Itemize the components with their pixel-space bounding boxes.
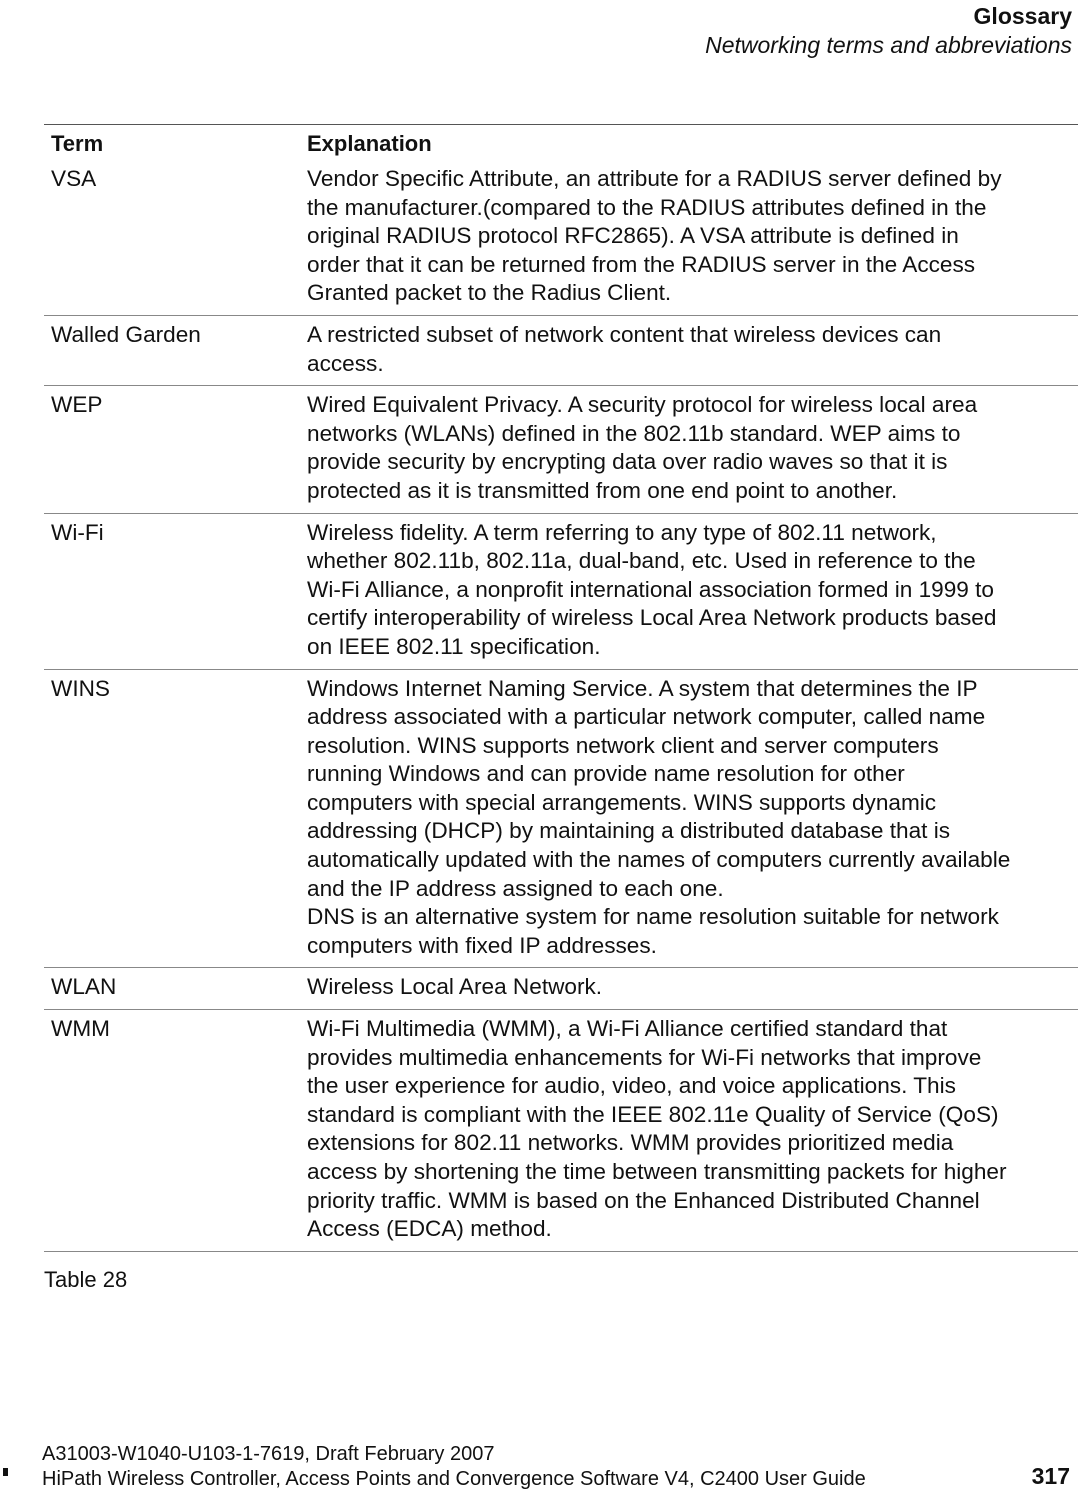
term-cell: WMM	[51, 1016, 110, 1042]
term-cell: Wi-Fi	[51, 519, 104, 545]
explanation-cell: Wireless Local Area Network.	[307, 974, 603, 1000]
explanation-cell: Wi-Fi Multimedia (WMM), a Wi-Fi Alliance certified standard that provides multimedia enhancements for Wi-Fi networks that improve the user experience for audio, video, and voice applications. This standard is compliant with the IEEE 802.11e Quality of Service (QoS) extensions for 802.11 networks. WMM provides prioritized media access by shortening the time between transmitting packets for higher priority traffic. WMM is based on the Enhanced Distributed Channel Access (EDCA) method.	[307, 1016, 1007, 1242]
term-cell: VSA	[51, 166, 97, 191]
footer-document-id: A31003-W1040-U103-1-7619, Draft February 2007	[42, 1443, 495, 1465]
header-title: Glossary	[973, 3, 1072, 29]
column-header-term: Term	[51, 131, 104, 156]
table-header-row	[44, 125, 1078, 160]
term-cell: WEP	[51, 392, 103, 418]
table-row	[44, 514, 1078, 670]
running-header	[705, 2, 1072, 60]
explanation-cell: A restricted subset of network content that wireless devices can access.	[307, 321, 942, 376]
column-header-explanation: Explanation	[307, 131, 432, 156]
table-row	[44, 670, 1078, 969]
table-row	[44, 968, 1078, 1010]
explanation-cell: Wireless fidelity. A term referring to any type of 802.11 network, whether 802.11b, 802.11a, dual-band, etc. Used in reference to the Wi-Fi Alliance, a nonprofit international association formed in 1999 to certify interoperability of wireless Local Area Network products based on IEEE 802.11 specification.	[307, 519, 997, 659]
header-subtitle: Networking terms and abbreviations	[705, 32, 1072, 58]
table-row	[44, 1010, 1078, 1252]
table-caption: Table 28	[44, 1267, 128, 1292]
term-cell: WINS	[51, 675, 110, 701]
table-row	[44, 386, 1078, 513]
footer-document-title: HiPath Wireless Controller, Access Points and Convergence Software V4, C2400 User Guide	[42, 1468, 866, 1490]
term-cell: WLAN	[51, 974, 117, 1000]
page-number: 317	[1031, 1463, 1070, 1489]
glossary-table	[44, 124, 1078, 1252]
term-cell: Walled Garden	[51, 321, 201, 347]
explanation-cell: Vendor Specific Attribute, an attribute for a RADIUS server defined by the manufacturer.(compared to the RADIUS attributes defined in the original RADIUS protocol RFC2865). A VSA attribute is defined in order that it can be returned from the RADIUS server in the Access Granted packet to the Radius Client.	[307, 166, 1002, 306]
explanation-cell: Windows Internet Naming Service. A system that determines the IP address associated with a particular network computer, called name resolution. WINS supports network client and server computers running Windows and can provide name resolution for other computers with special arrangements. WINS supports dynamic addressing (DHCP) by maintaining a distributed database that is automatically updated with the names of computers currently available and the IP address assigned to each one. DNS is an alternative system for name resolution suitable for network computers with fixed IP addresses.	[307, 675, 1011, 958]
table-row	[44, 160, 1078, 316]
explanation-cell: Wired Equivalent Privacy. A security protocol for wireless local area networks (WLANs) defined in the 802.11b standard. WEP aims to provide security by encrypting data over radio waves so that it is protected as it is transmitted from one end point to another.	[307, 392, 978, 503]
margin-mark	[3, 1468, 8, 1476]
table-row	[44, 316, 1078, 386]
